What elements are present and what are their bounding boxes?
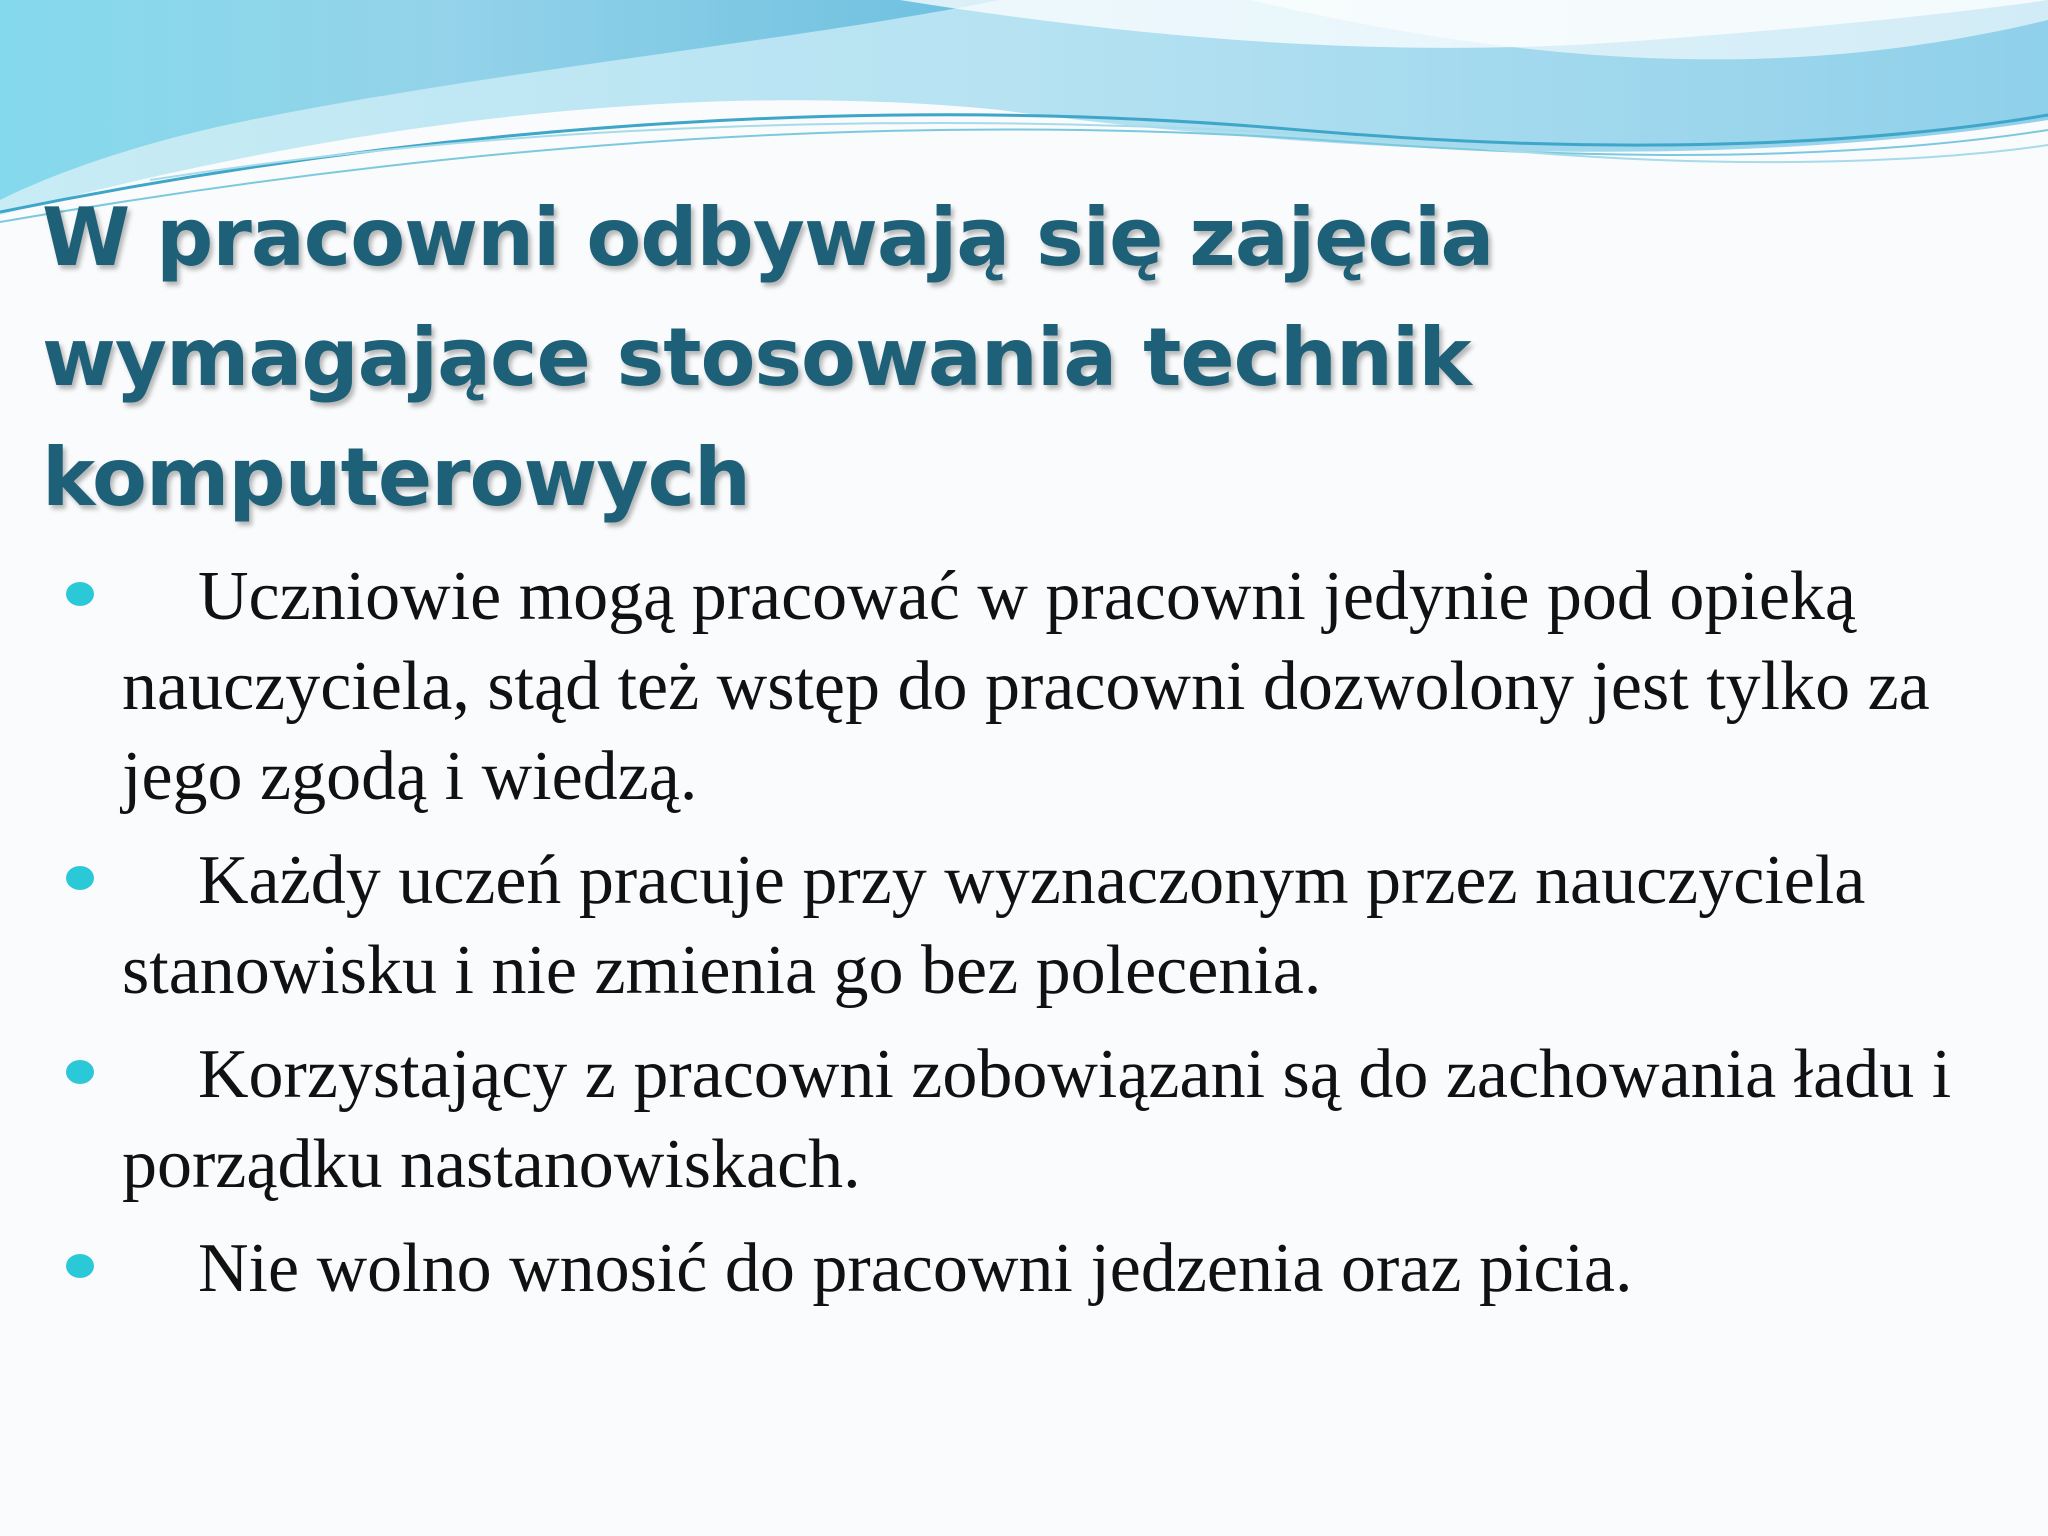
slide-title: W pracowni odbywają się zajęcia wymagające stosowania technik komputerowych [42,191,1494,524]
bullet-icon [66,1254,94,1278]
bullet-text: Korzystający z pracowni zobowiązani są do zachowania ładu i porządku nastanowiskach. [122,1036,1952,1203]
bullet-text: Uczniowie mogą pracować w pracowni jedynie pod opieką nauczyciela, stąd też wstęp do pracowni dozwolony jest tylko za jego zgodą i wiedzą. [122,558,1930,815]
bullet-icon [66,582,94,606]
bullet-text: Nie wolno wnosić do pracowni jedzenia oraz picia. [198,1230,1633,1307]
bullet-icon [66,866,94,890]
list-item [0,1030,2000,1210]
list-item [0,1224,2000,1314]
bullet-icon [66,1060,94,1084]
bullet-list [0,552,2000,1328]
list-item [0,552,2000,822]
bullet-text: Każdy uczeń pracuje przy wyznaczonym przez nauczyciela stanowisku i nie zmienia go bez polecenia. [122,842,1866,1009]
list-item [0,836,2000,1016]
